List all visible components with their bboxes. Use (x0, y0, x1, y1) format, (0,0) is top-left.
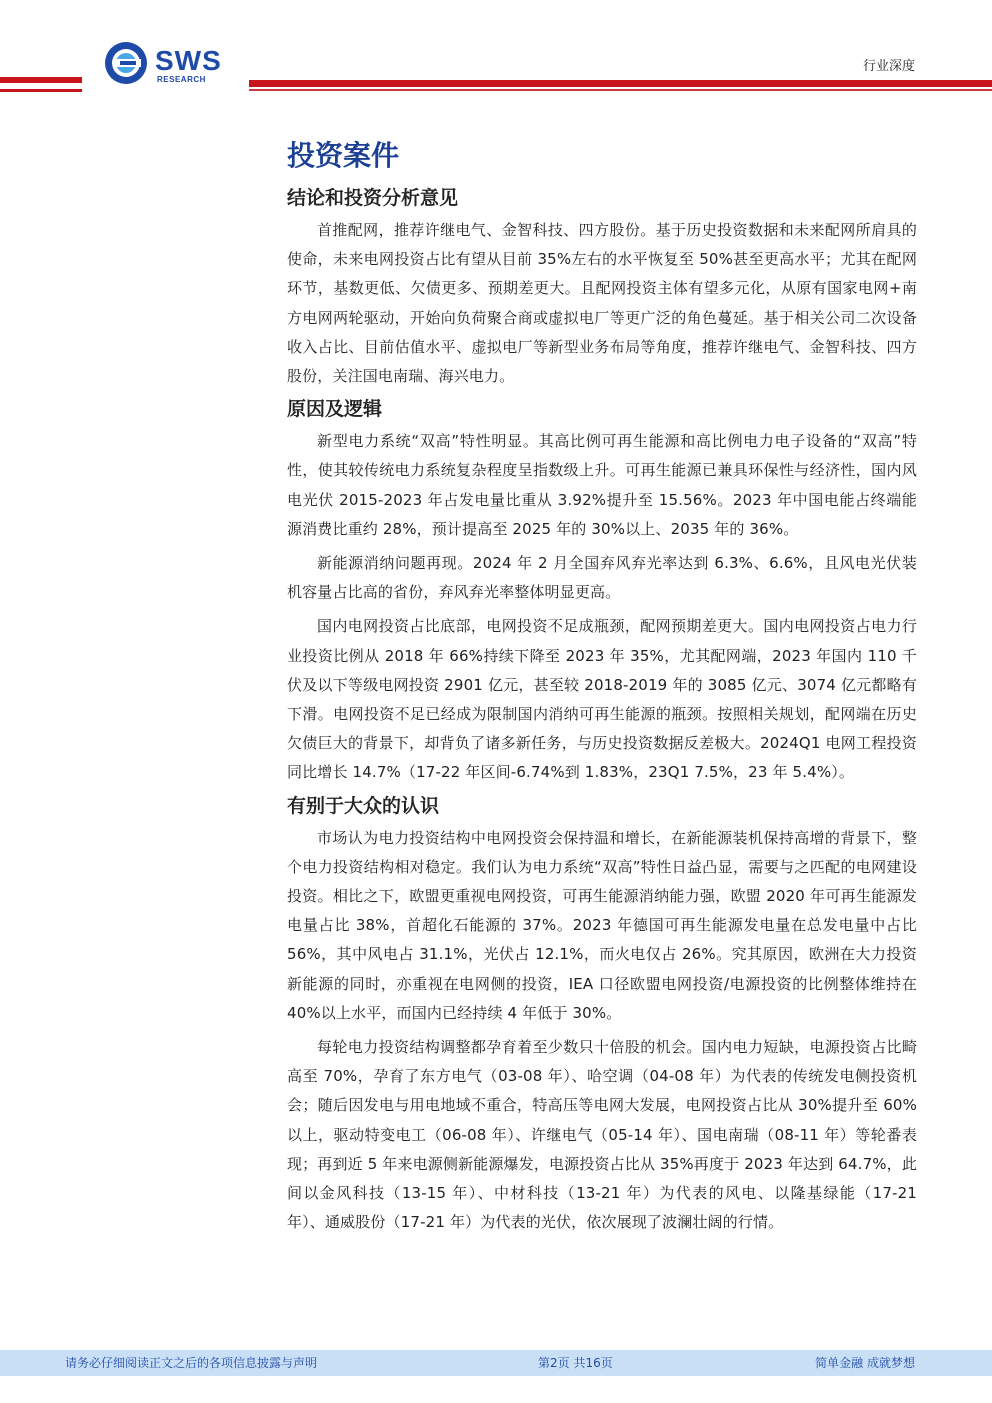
sws-logo (103, 40, 233, 86)
logo-wordmark: SWS (155, 45, 222, 76)
sws-logo-mark-icon (103, 40, 151, 86)
paragraph-reasons-1: 新型电力系统“双高”特性明显。其高比例可再生能源和高比例电力电子设备的“双高”特性，使其较传统电力系统复杂程度呈指数级上升。可再生能源已兼具环保性与经济性，国内风电光伏 2015-2023 年占发电量比重从 3.92%提升至 15.56%。2023 年中国电能占终端能源消费比重约 28%，预计提高至 2025 年的 30%以上、2035 年的 36%。 (287, 432, 917, 538)
page-footer (0, 1350, 992, 1376)
section-heading-differentiated-view: 有别于大众的认识 (287, 794, 440, 817)
paragraph-reasons-3: 国内电网投资占比底部，电网投资不足成瓶颈，配网预期差更大。国内电网投资占电力行业投资比例从 2018 年 66%持续下降至 2023 年 35%，尤其配网端，2023 年国内 110 千伏及以下等级电网投资 2901 亿元，甚至较 2018-2019 年的 3085 亿元、3074 亿元都略有下滑。电网投资不足已经成为限制国内消纳可再生能源的瓶颈。按照相关规划，配网端在历史欠债巨大的背景下，却背负了诸多新任务，与历史投资数据反差极大。2024Q1 电网工程投资同比增长 14.7%（17-22 年区间-6.74%到 1.83%，23Q1 7.5%，23 年 5.4%）。 (287, 617, 917, 782)
paragraph-conclusion: 首推配网，推荐许继电气、金智科技、四方股份。基于历史投资数据和未来配网所肩具的使命，未来电网投资占比有望从目前 35%左右的水平恢复至 50%甚至更高水平；尤其在配网环节，基数更低、欠债更多、预期差更大。且配网投资主体有望多元化，从原有国家电网+南方电网两轮驱动，开始向负荷聚合商或虚拟电厂等更广泛的角色蔓延。基于相关公司二次设备收入占比、目前估值水平、虚拟电厂等新型业务布局等角度，推荐许继电气、金智科技、四方股份，关注国电南瑞、海兴电力。 (287, 221, 917, 386)
paragraph-reasons-2: 新能源消纳问题再现。2024 年 2 月全国弃风弃光率达到 6.3%、6.6%，且风电光伏装机容量占比高的省份，弃风弃光率整体明显更高。 (287, 554, 917, 602)
logo-subtext: RESEARCH (157, 75, 206, 84)
footer-slogan: 简单金融 成就梦想 (815, 1356, 915, 1370)
section-heading-reasons: 原因及逻辑 (287, 398, 383, 421)
paragraph-view-1: 市场认为电力投资结构中电网投资会保持温和增长，在新能源装机保持高增的背景下，整个电力投资结构相对稳定。我们认为电力系统“双高”特性日益凸显，需要与之匹配的电网建设投资。相比之下，欧盟更重视电网投资，可再生能源消纳能力强，欧盟 2020 年可再生能源发电量占比 38%，首超化石能源的 37%。2023 年德国可再生能源发电量在总发电量中占比 56%，其中风电占 31.1%，光伏占 12.1%，而火电仅占 26%。究其原因，欧洲在大力投资新能源的同时，亦重视在电网侧的投资，IEA 口径欧盟电网投资/电源投资的比例整体维持在 40%以上水平，而国内已经持续 4 年低于 30%。 (287, 828, 917, 1022)
footer-page-number: 第2页 共16页 (538, 1356, 613, 1370)
main-content (287, 136, 917, 1238)
header-rule-left-thin (0, 89, 82, 92)
page-header (0, 0, 992, 110)
footer-disclaimer: 请务必仔细阅读正文之后的各项信息披露与声明 (65, 1356, 318, 1370)
section-heading-conclusion: 结论和投资分析意见 (287, 187, 459, 209)
header-rule-left (0, 77, 82, 83)
header-rule-right (249, 80, 992, 87)
report-type-label: 行业深度 (862, 59, 915, 74)
page-title: 投资案件 (287, 139, 400, 172)
header-rule-right-thin (249, 89, 992, 91)
paragraph-view-2: 每轮电力投资结构调整都孕育着至少数只十倍股的机会。国内电力短缺，电源投资占比畸高至 70%，孕育了东方电气（03-08 年）、哈空调（04-08 年）为代表的传统发电侧投资机会；随后因发电与用电地域不重合，特高压等电网大发展，电网投资占比从 30%提升至 60%以上，驱动特变电工（06-08 年）、许继电气（05-14 年）、国电南瑞（08-11 年）等轮番表现；再到近 5 年来电源侧新能源爆发，电源投资占比从 35%再度于 2023 年达到 64.7%，此间以金风科技（13-15 年）、中材科技（13-21 年）为代表的风电、以隆基绿能（17-21 年）、通威股份（17-21 年）为代表的光伏，依次展现了波澜壮阔的行情。 (287, 1038, 917, 1232)
